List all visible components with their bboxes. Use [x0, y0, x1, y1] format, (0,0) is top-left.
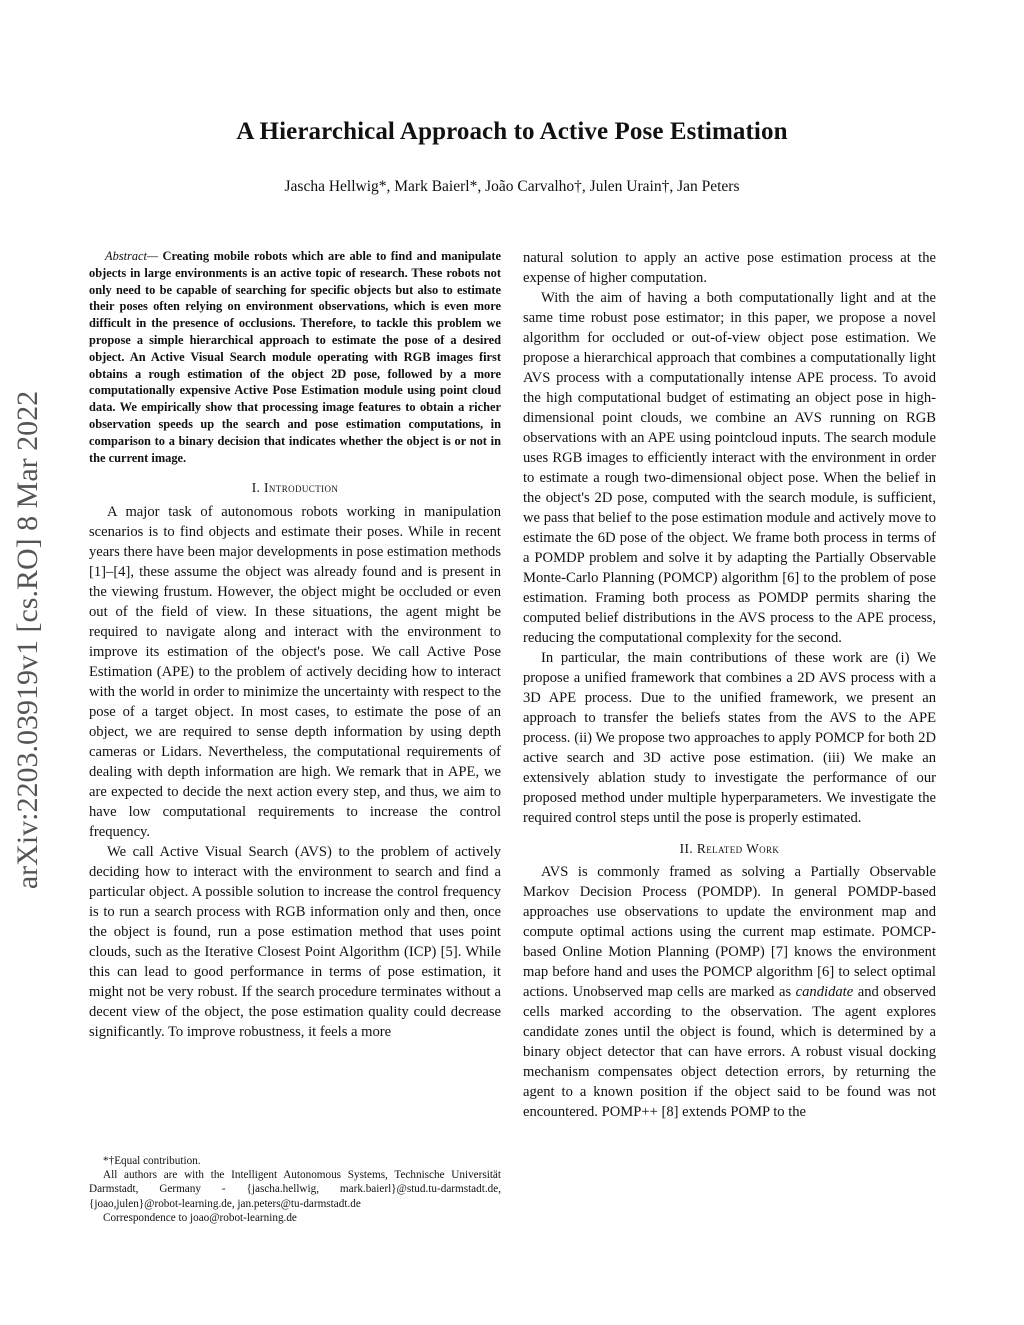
paragraph: natural solution to apply an active pose estimation process at the expense of higher computation.: [523, 250, 936, 286]
abstract-text: Creating mobile robots which are able to find and manipulate objects in large environments is an active topic of research. These robots not only need to be capable of searching for specific objects but also to estimate their poses often relying on environment observations, which is even more difficult in the presence of occlusions. Therefore, to tackle this problem we propose a simple hierarchical approach to estimate the pose of a desired object. An Active Visual Search module operating with RGB images first obtains a rough estimation of the object 2D pose, followed by a more computationally expensive Active Pose Estimation module using point cloud data. We empirically show that processing image features to obtain a richer observation speeds up the search and pose estimation computations, in comparison to a binary decision that indicates whether the object is or not in the current image.: [89, 249, 501, 465]
italic-term: candidate: [795, 984, 854, 1000]
arxiv-watermark: arXiv:2203.03919v1 [cs.RO] 8 Mar 2022: [11, 390, 44, 890]
paper-title: A Hierarchical Approach to Active Pose Estimation: [236, 118, 788, 145]
section-title: Related Work: [696, 841, 780, 856]
left-column: [89, 248, 501, 1042]
paragraph: We call Active Visual Search (AVS) to the problem of actively deciding how to interact with the environment to search and find a particular object. A possible solution to increase the control frequency is to run a search process with RGB information only and then, once the object is found, run a pose estimation method that uses point clouds, such as the Iterative Closest Point Algorithm (ICP) [5]. While this can lead to good performance in terms of pose estimation, it might not be very robust. If the search procedure terminates without a decent view of the object, the pose estimation quality could decrease significantly. To improve robustness, it feels a more: [89, 844, 501, 1041]
section-heading-introduction: [89, 480, 501, 496]
section-heading-related-work: [523, 841, 936, 857]
text-run: AVS is commonly framed as solving a Partially Observable Markov Decision Process (POMDP). In general POMDP-based approaches use observations to update the environment map and compute optimal actions using the current map estimate. POMCP-based Online Motion Planning (POMP) [7] knows the environment map before hand and uses the POMCP algorithm [6] to select optimal actions. Unobserved map cells are marked as: [523, 864, 936, 1000]
paragraph: With the aim of having a both computationally light and at the same time robust pose estimator; in this paper, we propose a novel algorithm for occluded or out-of-view object pose estimation. We propose a hierarchical approach that combines a computationally light AVS process with a computationally intense APE process. To avoid the high computational budget of estimating an object pose in high-dimensional point clouds, we combine an AVS running on RGB observations with an APE using pointcloud inputs. The search module uses RGB images to efficiently interact with the environment in order to estimate a rough two-dimensional object pose. When the belief in the object's 2D pose, computed with the search module, is sufficient, we pass that belief to the pose estimation module and actively move to estimate the 6D pose of the object. We frame both process in terms of a POMDP problem and solve it by adapting the Partially Observable Monte-Carlo Planning (POMCP) algorithm [6] to the problem of pose estimation. Framing both process as POMDP permits sharing the computed belief distributions in the AVS process to the APE process, reducing the computational complexity for the second.: [523, 290, 936, 646]
footnote-affiliation: All authors are with the Intelligent Autonomous Systems, Technische Universität Darmstadt, Germany - {jascha.hellwig, mark.baierl}@stud.tu-darmstadt.de, {joao,julen}@robot-learning.de, jan.peters@tu-darmstadt.de: [89, 1169, 501, 1210]
paragraph: A major task of autonomous robots working in manipulation scenarios is to find objects and estimate their poses. While in recent years there have been major developments in pose estimation methods [1]–[4], these assume the object was already found and is present in the viewing frustum. However, the object might be occluded or even out of the field of view. In these situations, the agent might be required to navigate along and interact with the environment to improve its estimation of the object's pose. We call Active Pose Estimation (APE) to the problem of actively deciding how to interact with the world in order to minimize the uncertainty with respect to the pose of a target object. In most cases, to estimate the pose of an object, we are required to sense depth information by using depth cameras or Lidars. Nevertheless, the computational requirements of dealing with depth information are high. We remark that in APE, we are expected to decide the next action every step, and thus, we aim to have low computational requirements to increase the control frequency.: [89, 504, 501, 841]
paragraph: [523, 862, 936, 1122]
footnote-equal-contribution: *†Equal contribution.: [103, 1155, 201, 1167]
footnotes: [89, 1154, 501, 1225]
paragraph: In particular, the main contributions of these work are (i) We propose a unified framework that combines a 2D AVS process with a 3D APE process. Due to the unified framework, we present an approach to transfer the beliefs states from the AVS to the APE process. (ii) We propose two approaches to apply POMCP for both 2D active search and 3D active pose estimation. (iii) We make an extensively ablation study to investigate the performance of our proposed method under multiple hyperparameters. We investigate the required control steps until the pose is properly estimated.: [523, 650, 936, 826]
text-run: and observed cells marked according to the observation. The agent explores candidate zones until the object is found, which is determined by a binary object detector that can have errors. A robust visual docking mechanism compensates object detection errors, by returning the agent to a known position if the object said to be found was not encountered. POMP++ [8] extends POMP to the: [523, 984, 936, 1120]
section-title: Introduction: [264, 480, 339, 496]
right-column: [523, 248, 936, 1122]
section-number: I.: [251, 480, 265, 496]
section-number: II.: [679, 841, 697, 856]
author-list: Jascha Hellwig*, Mark Baierl*, João Carvalho†, Julen Urain†, Jan Peters: [284, 178, 740, 195]
abstract-lead: Abstract—: [105, 249, 159, 263]
footnote-correspondence: Correspondence to joao@robot-learning.de: [103, 1211, 297, 1224]
abstract: [89, 248, 501, 466]
